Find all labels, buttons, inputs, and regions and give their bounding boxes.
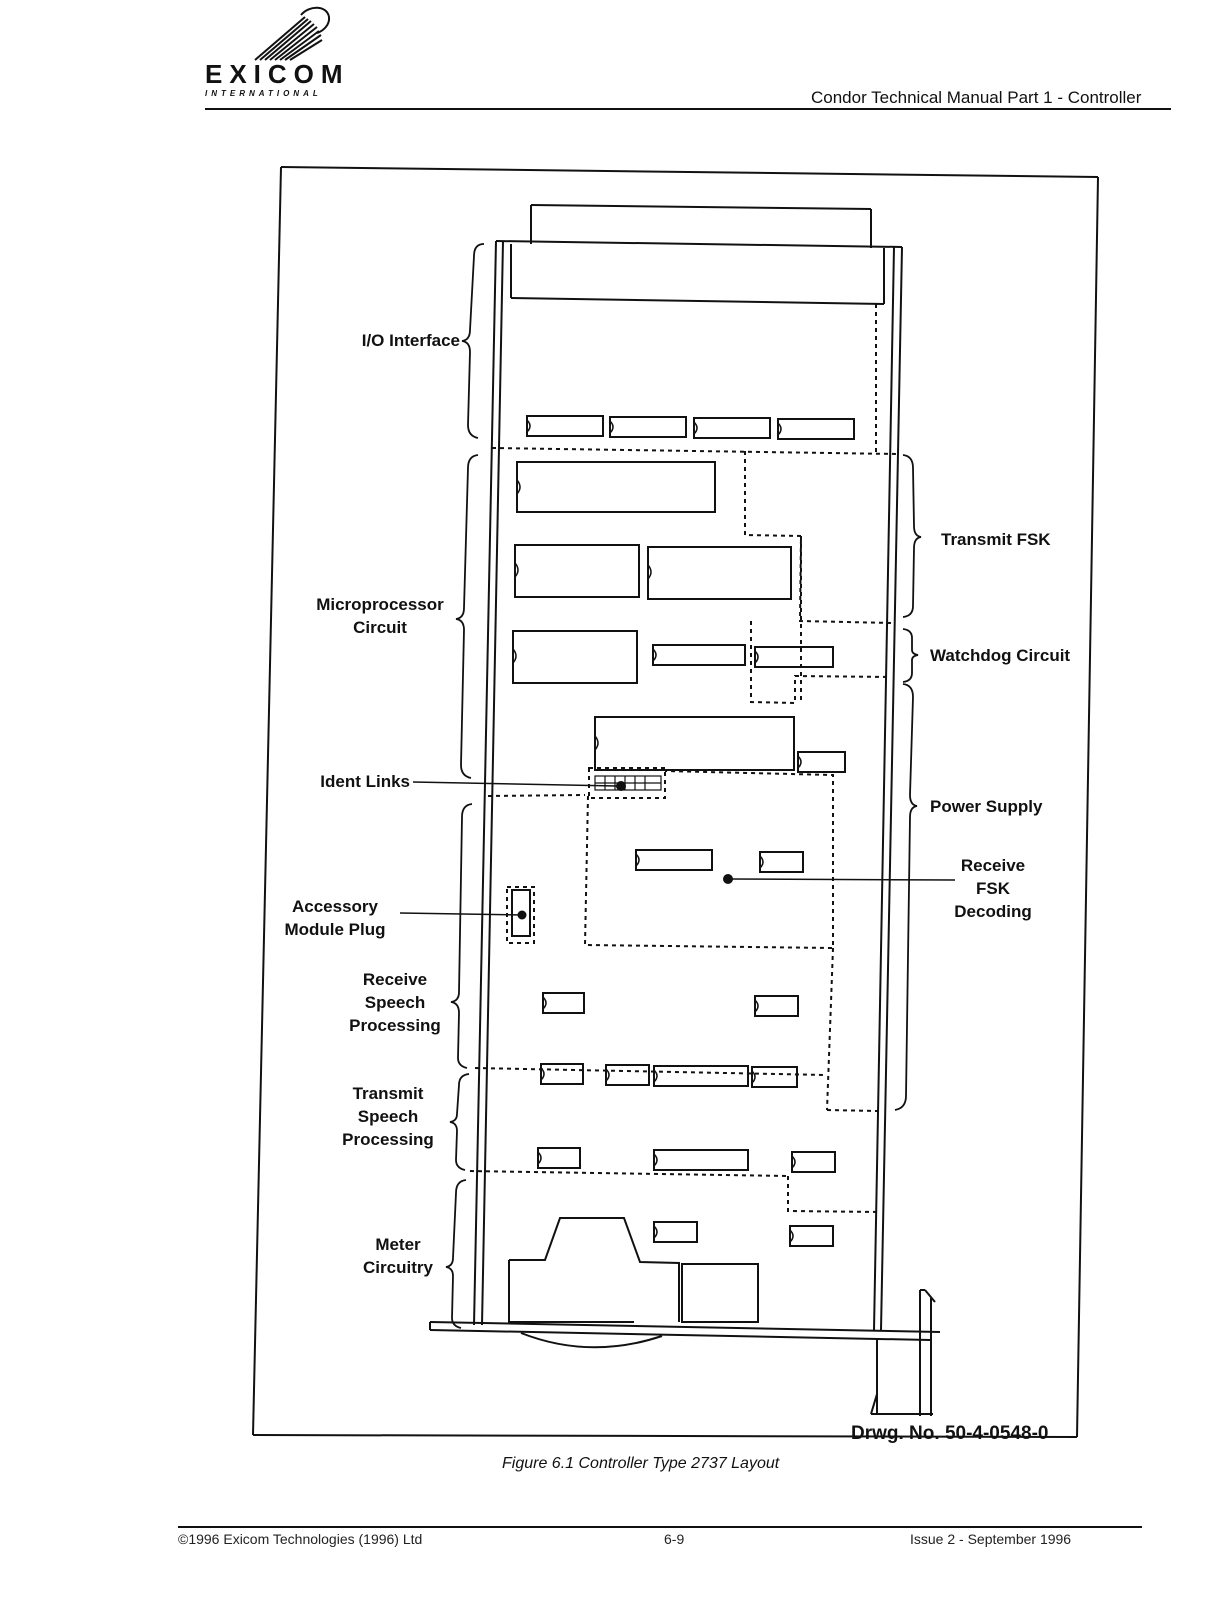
footer-page-number: 6-9 [664, 1531, 685, 1547]
label-receive-fsk-decoding [933, 854, 1053, 923]
label-meter-line1: Meter [375, 1235, 421, 1254]
label-ident-links: Ident Links [320, 772, 410, 791]
logo-brand: EXICOM [205, 59, 350, 89]
label-rx-speech-line1: Receive [362, 970, 428, 989]
footer-copyright: ©1996 Exicom Technologies (1996) Ltd [178, 1531, 423, 1547]
label-transmit-fsk: Transmit FSK [941, 530, 1051, 549]
label-rx-speech-line3: Processing [349, 1016, 441, 1035]
label-tx-speech-line1: Transmit [352, 1084, 424, 1103]
ic-chips [512, 416, 854, 1246]
label-meter-line2: Circuitry [363, 1258, 433, 1277]
label-rx-fsk-line3: Decoding [954, 902, 1032, 921]
right-braces [895, 455, 921, 1110]
label-rx-fsk-line1: Receive [960, 856, 1026, 875]
label-accessory-line1: Accessory [291, 897, 378, 916]
label-micro-line1: Microprocessor [316, 595, 444, 614]
label-power-supply: Power Supply [930, 797, 1043, 816]
label-io-interface: I/O Interface [361, 331, 460, 350]
label-receive-speech-processing [335, 968, 455, 1037]
label-meter-circuitry [343, 1233, 453, 1279]
label-rx-speech-line2: Speech [364, 993, 426, 1012]
label-accessory-line2: Module Plug [284, 920, 386, 939]
label-tx-speech-line3: Processing [342, 1130, 434, 1149]
logo-brand-sub: INTERNATIONAL [205, 89, 322, 98]
footer-issue: Issue 2 - September 1996 [910, 1531, 1072, 1547]
section-boundaries [470, 304, 897, 1212]
label-accessory-module-plug [270, 895, 400, 941]
label-micro-line2: Circuit [353, 618, 407, 637]
footer-rule [178, 1526, 1142, 1528]
label-microprocessor-circuit [300, 593, 460, 639]
ident-link-pins [595, 776, 661, 790]
left-braces [446, 244, 484, 1328]
label-tx-speech-line2: Speech [357, 1107, 419, 1126]
page-header-title: Condor Technical Manual Part 1 - Controller [811, 88, 1142, 107]
drawing-number: Drwg. No. 50-4-0548-0 [851, 1423, 1049, 1444]
label-watchdog-circuit: Watchdog Circuit [930, 646, 1071, 665]
figure-caption: Figure 6.1 Controller Type 2737 Layout [502, 1455, 780, 1472]
label-transmit-speech-processing [328, 1082, 448, 1151]
label-rx-fsk-line2: FSK [976, 879, 1010, 898]
